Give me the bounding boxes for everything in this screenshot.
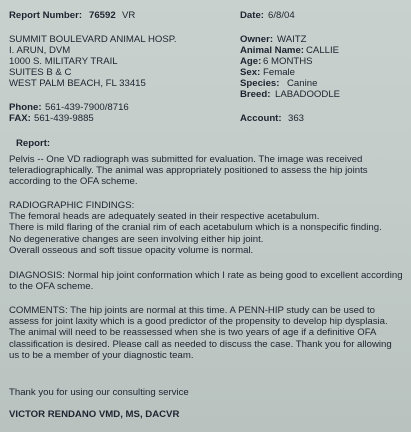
report-intro-line: Pelvis -- One VD radiograph was submitted for evaluation. The image was received bbox=[9, 154, 363, 165]
fax-label: FAX: bbox=[9, 113, 31, 124]
clinic-city: WEST PALM BEACH, FL 33415 bbox=[9, 78, 146, 89]
comments-line: The animal will need to be reassessed when she is two years of age if a definitive OFA bbox=[9, 327, 377, 339]
findings-line: There is mild flaring of the cranial rim of each acetabulum which is a nonspecific finding. bbox=[9, 222, 382, 234]
signature: VICTOR RENDANO VMD, MS, DACVR bbox=[9, 409, 180, 420]
sex-label: Sex: bbox=[240, 67, 261, 78]
diagnosis bbox=[9, 270, 405, 292]
owner-label: Owner: bbox=[240, 34, 274, 45]
account-value: 363 bbox=[288, 113, 305, 124]
comments-line: assess for joint laxity which is a good predictor of the propensity to develop hip dysplasia. bbox=[9, 316, 388, 328]
report-suffix: VR bbox=[122, 10, 136, 21]
sex-value: Female bbox=[263, 67, 295, 78]
account-label: Account: bbox=[240, 113, 282, 124]
comments bbox=[9, 305, 405, 361]
diagnosis-line: to the OFA scheme. bbox=[9, 281, 94, 293]
clinic-address1: 1000 S. MILITARY TRAIL bbox=[9, 56, 118, 67]
report-intro-line: teleradiographically. The animal was appropriately positioned to assess the hip joints bbox=[9, 165, 368, 177]
phone-number: 561-439-7900/8716 bbox=[45, 102, 129, 113]
comments-line: classification is desired. Please call as needed to discuss the case. Thank you for allowing bbox=[9, 338, 392, 350]
age-value: 6 MONTHS bbox=[263, 56, 313, 67]
age-label: Age: bbox=[240, 56, 262, 67]
thanks-line: Thank you for using our consulting service bbox=[9, 387, 189, 398]
clinic-doctor: I. ARUN, DVM bbox=[9, 45, 71, 56]
report-number-label: Report Number: bbox=[9, 10, 83, 21]
findings-line: Overall osseous and soft tissue opacity volume is normal. bbox=[9, 244, 254, 256]
species-label: Species: bbox=[240, 78, 280, 89]
phone-label: Phone: bbox=[9, 102, 42, 113]
clinic-address2: SUITES B & C bbox=[9, 67, 72, 78]
owner-value: WAITZ bbox=[277, 34, 307, 45]
clinic-name: SUMMIT BOULEVARD ANIMAL HOSP. bbox=[9, 34, 177, 45]
fax-number: 561-439-9885 bbox=[34, 113, 94, 124]
species-value: Canine bbox=[287, 78, 318, 89]
comments-line: us to be a member of your diagnostic team. bbox=[9, 349, 194, 361]
findings-heading: RADIOGRAPHIC FINDINGS: bbox=[9, 200, 135, 211]
diagnosis-line: DIAGNOSIS: Normal hip joint conformation which I rate as being good to excellent according bbox=[9, 270, 403, 281]
report-intro bbox=[9, 154, 405, 188]
animal-name-label: Animal Name: bbox=[240, 45, 304, 56]
breed-label: Breed: bbox=[240, 89, 271, 100]
radiographic-findings bbox=[9, 200, 405, 256]
date-label: Date: bbox=[240, 10, 264, 21]
report-heading: Report: bbox=[16, 138, 51, 149]
findings-line: The femoral heads are adequately seated in their respective acetabulum. bbox=[9, 211, 320, 223]
report-number: 76592 bbox=[89, 10, 116, 21]
breed-value: LABADOODLE bbox=[275, 89, 341, 100]
findings-line: No degenerative changes are seen involving either hip joint. bbox=[9, 233, 264, 245]
report-date: 6/8/04 bbox=[268, 10, 295, 21]
comments-line: COMMENTS: The hip joints are normal at this time. A PENN-HIP study can be used to bbox=[9, 305, 375, 316]
animal-name-value: CALLIE bbox=[306, 45, 340, 56]
report-intro-line: according to the OFA scheme. bbox=[9, 176, 138, 188]
